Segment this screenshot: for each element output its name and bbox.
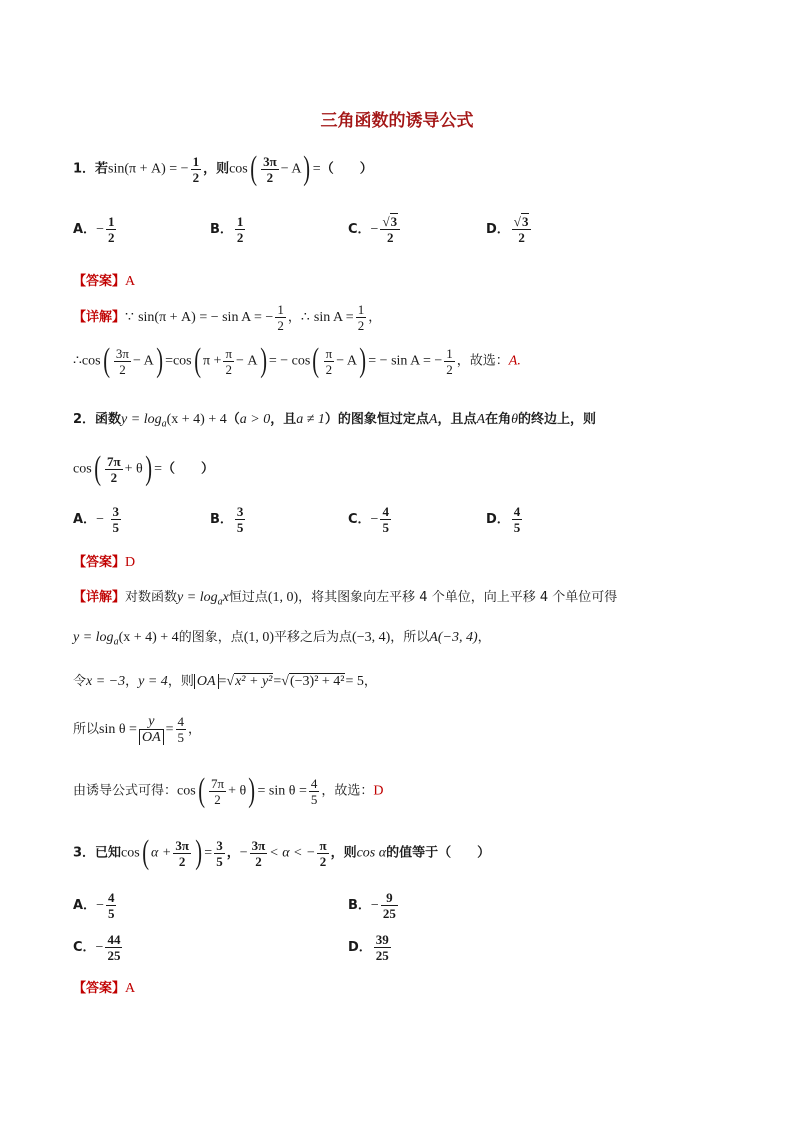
q1-d-comma2: ，	[368, 310, 382, 325]
q2-opt-d-num: 4	[513, 504, 521, 519]
question-3	[73, 836, 490, 870]
q2-opt-c-frac	[380, 504, 391, 535]
q3-option-d[interactable]	[348, 932, 393, 963]
q1-d-frac2	[356, 302, 367, 333]
q2-paren-open: （	[226, 412, 240, 427]
q2-opt-c-label: C．	[348, 512, 371, 527]
q1-opt-c-neg: −	[370, 222, 379, 237]
q1-d2-f4-num: 1	[446, 345, 453, 361]
q2-d2d: ，	[477, 630, 491, 645]
q2-d3-eq1: =	[218, 674, 227, 689]
q3-f3	[250, 838, 268, 869]
q2-detail-line1	[73, 586, 617, 608]
q3-opt-a-neg: −	[96, 898, 104, 913]
q2-opt-d-den: 5	[513, 520, 521, 535]
q3-f4	[317, 838, 328, 869]
q1-d2-f2	[223, 346, 234, 377]
q3-opt-d-frac	[374, 932, 391, 963]
q2-d5-f1-num: 7π	[211, 775, 225, 791]
q3-opt-d-num: 39	[375, 932, 389, 947]
q1-opt-b-num: 1	[236, 214, 244, 229]
q1-d2-lp1: (	[102, 342, 110, 379]
q1-d2-rp1: )	[156, 342, 163, 379]
q1-d2-mA3: − A	[336, 353, 357, 369]
q1-3pi: 3π	[263, 153, 277, 169]
q2-d3-sqrt2: (−3)² + 4²	[289, 674, 345, 689]
q2-point-a2: A	[476, 412, 486, 427]
q1-d-sin: sin(π + A) = − sin A = −	[138, 310, 274, 325]
q1-opt-a-label: A．	[73, 222, 97, 237]
q2-d2-pt10: (1, 0)	[243, 630, 275, 645]
q1-d2-piplus: π +	[202, 353, 222, 369]
q1-half-den: 2	[192, 169, 200, 185]
q3-end: 的值等于（ ）	[386, 845, 491, 861]
q1-detail-line1	[73, 302, 381, 333]
q1-detail-tag: 【详解】	[73, 310, 126, 325]
q2-ylog: y = log	[121, 412, 162, 427]
q3-opt-c-den: 25	[107, 948, 121, 963]
q3-rp: )	[195, 834, 203, 871]
q2-d5-f2-den: 5	[310, 791, 318, 807]
q3-f2	[214, 838, 225, 869]
q3-answer-tag: 【答案】	[73, 981, 126, 996]
q1-opt-d-sqrt: 3	[521, 214, 529, 229]
q3-option-c[interactable]	[73, 932, 124, 963]
q2-d5-cos: cos	[177, 783, 196, 799]
q1-d2-eq1: =	[165, 353, 173, 369]
q3-f3-den: 2	[255, 853, 262, 869]
q2-d1-sub: a	[217, 596, 223, 608]
q2-d4a: 所以	[73, 722, 100, 737]
q1-d2-cos1: cos	[81, 353, 101, 369]
q1-opt-c-label: C．	[348, 222, 371, 237]
q2-opt-a-frac	[111, 504, 122, 535]
q2-d5a: 由诱导公式可得：	[73, 783, 178, 799]
q3-opt-c-label: C．	[73, 940, 96, 955]
q2-d4-f2-den: 5	[177, 730, 185, 745]
q2-d4-f1-num: y	[139, 714, 164, 730]
q3-opt-b-frac	[381, 890, 398, 921]
q3-mid: ，	[226, 845, 240, 861]
question-1	[73, 152, 373, 186]
q1-d-sinA: sin A =	[313, 310, 354, 325]
q3-f1	[173, 838, 191, 869]
q1-eq: =	[312, 161, 321, 177]
q3-option-a[interactable]	[73, 890, 118, 921]
q1-d2-rp2: )	[259, 342, 267, 379]
q3-alpha-plus: α +	[151, 845, 172, 861]
q2-opt-c-den: 5	[382, 520, 389, 535]
q2-opt-a-num: 3	[112, 504, 119, 519]
q2-opt-d-frac	[512, 504, 523, 535]
q2-mid2: ，且点	[437, 412, 477, 427]
q2-d5-f2-num: 4	[310, 775, 318, 791]
q3-opt-a-num: 4	[107, 890, 115, 905]
q1-d-frac2-den: 2	[357, 318, 365, 333]
q2-option-c[interactable]	[348, 504, 393, 535]
q2-d2-Am34: A(−3, 4)	[429, 630, 478, 645]
q1-option-b[interactable]	[210, 214, 247, 245]
q1-minus-A: − A	[280, 161, 302, 177]
q1-half-num: 1	[192, 153, 200, 169]
q2-d1-pt: (1, 0)	[267, 590, 299, 605]
q2-cond-end: ）的图象恒过定点	[324, 412, 429, 427]
q1-d2-mA2: − A	[236, 353, 258, 369]
q1-opt-d-label: D．	[486, 222, 510, 237]
q2-option-b[interactable]	[210, 504, 247, 535]
q2-rp: )	[145, 450, 152, 487]
q1-d-frac2-num: 1	[357, 302, 365, 317]
q2-d3-sqrt1: x² + y²	[235, 674, 273, 689]
q2-d3-eq2: =	[273, 674, 282, 689]
q1-frac-half	[191, 154, 202, 185]
q3-eq: =	[204, 845, 213, 861]
q2-opt-a-label: A．	[73, 512, 97, 527]
q2-d4-f2	[176, 714, 187, 745]
q2-option-d[interactable]	[486, 504, 524, 535]
q2-plus-theta: + θ	[124, 461, 143, 477]
q1-frac-3pi2	[261, 154, 279, 185]
q1-opt-a-num: 1	[107, 214, 115, 229]
q2-d4-eq: =	[165, 722, 174, 737]
q2-detail-line3	[73, 670, 377, 690]
q2-d5-f2	[309, 776, 320, 807]
q1-d-frac1	[275, 302, 286, 333]
q1-d2-f3-den: 2	[325, 361, 333, 377]
q1-therefore: ∴	[300, 310, 310, 325]
q3-opt-d-den: 25	[375, 948, 389, 963]
q2-d3-y: y = 4	[138, 674, 168, 689]
q1-opt-a-frac	[106, 214, 117, 245]
q1-answer	[73, 270, 135, 290]
q2-d5-lp: (	[197, 772, 205, 809]
q2-opt-b-frac	[235, 504, 246, 535]
q2-d2c: ，所以	[390, 630, 430, 645]
q2-opt-a-den: 5	[112, 520, 119, 535]
q3-f4-num: π	[319, 837, 327, 853]
q1-d2-mA1: − A	[133, 353, 154, 369]
q1-2: 2	[266, 169, 274, 185]
q3-ineq: < α < −	[269, 845, 316, 861]
q2-answer	[73, 551, 135, 571]
page-title: 三角函数的诱导公式	[320, 111, 474, 131]
q2-blank: （ ）	[161, 461, 214, 477]
q3-f4-den: 2	[319, 853, 327, 869]
q1-opt-c-num: √3	[380, 214, 400, 230]
q2-a-ne1: a ≠ 1	[296, 412, 325, 427]
q2-d1-x: x	[222, 590, 229, 605]
question-2	[73, 408, 596, 430]
q2-opt-d-label: D．	[486, 512, 510, 527]
q2-mid4: 的终边上，则	[517, 412, 596, 427]
question-2-line2	[73, 452, 214, 486]
q2-d3c: ，则	[167, 674, 194, 689]
q2-mid3: 在角	[485, 412, 512, 427]
q2-d2b: 平移之后为点	[274, 630, 353, 645]
q2-theta: θ	[511, 412, 518, 427]
q2-d1c: ，将其图象向左平移 4 个单位，向上平移 4 个单位可得	[298, 590, 618, 605]
q1-opt-d-frac	[512, 214, 532, 245]
q2-point-a: A	[428, 412, 438, 427]
q1-mid: ，则	[203, 161, 230, 177]
q1-d2-lp3: (	[312, 342, 320, 379]
q3-neg: −	[239, 845, 248, 861]
q2-a-gt0: a > 0	[239, 412, 271, 427]
q3-opt-a-den: 5	[107, 906, 115, 921]
q3-opt-b-num: 9	[381, 890, 398, 906]
q3-answer-value: A	[125, 981, 136, 996]
q1-d2-f4-den: 2	[446, 361, 453, 377]
q2-d4-sin: sin θ =	[99, 722, 137, 737]
q3-opt-c-neg: −	[95, 940, 104, 955]
q1-rparen: )	[303, 150, 311, 187]
q1-d2-ans: A.	[508, 353, 521, 369]
q2-d2-xplus4: (x + 4) + 4	[118, 630, 179, 645]
q1-because: ∵	[125, 310, 134, 325]
q1-option-c[interactable]	[348, 214, 402, 245]
q1-d2-negsin: = − sin A = −	[368, 353, 443, 369]
q2-d3d: ，	[363, 674, 377, 689]
q1-d2-negcos: = − cos	[268, 353, 311, 369]
q3-cos-alpha: cos α	[356, 845, 387, 861]
q2-d2-ptm34: (−3, 4)	[352, 630, 391, 645]
q1-opt-a-neg: −	[96, 222, 104, 237]
q1-opt-d-den: 2	[518, 230, 525, 245]
q3-f1-den: 2	[178, 853, 186, 869]
q2-cond-mid: ，且	[270, 412, 297, 427]
q1-blank: （ ）	[320, 161, 373, 177]
q1-answer-tag: 【答案】	[73, 274, 126, 289]
q2-d3-sqrt1-sign: √	[226, 674, 235, 689]
q2-d2a: 的图象，点	[178, 630, 244, 645]
q2-d1b: 恒过点	[228, 590, 268, 605]
q3-opt-a-label: A．	[73, 898, 97, 913]
q2-d5-eq: = sin θ =	[257, 783, 307, 799]
q2-answer-tag: 【答案】	[73, 555, 126, 570]
q2-d5-ans: D	[373, 783, 384, 799]
q1-d2-f1-den: 2	[119, 361, 126, 377]
q2-detail-line4	[73, 714, 201, 745]
q2-d5-f1	[209, 776, 226, 807]
q2-d3-OA: OA	[194, 674, 219, 689]
q2-d5-plus: + θ	[228, 783, 247, 799]
q1-opt-b-den: 2	[236, 230, 244, 245]
q1-answer-value: A	[125, 274, 136, 289]
q2-opt-c-neg: −	[370, 512, 379, 527]
q3-opt-b-label: B．	[348, 898, 371, 913]
q2-opt-a-neg: −	[96, 512, 104, 527]
q1-lparen: (	[250, 150, 257, 187]
q3-opt-a-frac	[106, 890, 117, 921]
q1-cos: cos	[229, 161, 248, 177]
q1-opt-c-frac	[380, 214, 400, 245]
q1-opt-b-label: B．	[210, 222, 233, 237]
q3-opt-d-label: D．	[348, 940, 372, 955]
q1-opt-c-sqrt: 3	[390, 214, 398, 229]
q2-2: 2	[110, 469, 118, 485]
q2-d3-x: x = −3	[86, 674, 126, 689]
q3-opt-b-den: 25	[382, 906, 396, 921]
q3-f3-num: 3π	[251, 837, 266, 853]
q3-opt-c-frac	[105, 932, 122, 963]
q1-option-a[interactable]	[73, 214, 118, 245]
q2-opt-b-num: 3	[236, 504, 244, 519]
q3-f2-num: 3	[216, 837, 223, 853]
q3-f1-num: 3π	[175, 837, 189, 853]
q2-answer-value: D	[125, 555, 136, 570]
q2-detail-line2	[73, 626, 491, 648]
q1-d-frac1-den: 2	[277, 318, 284, 333]
q2-option-a[interactable]	[73, 504, 123, 535]
q2-d2-ylog: y = log	[73, 630, 114, 645]
q3-f2-den: 5	[216, 853, 223, 869]
q1-d2-f3-num: π	[325, 345, 333, 361]
q1-d2-rp3: )	[359, 342, 367, 379]
q3-opt-c-num: 44	[107, 932, 121, 947]
q2-7pi: 7π	[107, 453, 121, 469]
q1-number: 1．若	[73, 161, 109, 177]
q2-d3a: 令	[73, 674, 87, 689]
q1-d2-f2-num: π	[225, 345, 233, 361]
q3-opt-b-neg: −	[370, 898, 379, 913]
q1-sin-expr: sin(π + A) = −	[108, 161, 189, 177]
q2-d2-sub: a	[113, 636, 119, 648]
q2-d3b: ，	[125, 674, 139, 689]
q2-d3-sqrt2-sign: √	[281, 674, 289, 689]
q2-d4-f2-num: 4	[177, 714, 185, 729]
q2-detail-line5	[73, 774, 384, 808]
q1-detail-line2	[73, 344, 521, 378]
q1-d2-cos2: cos	[172, 353, 192, 369]
q3-number: 3．已知	[73, 845, 122, 861]
q2-d5b: ，故选：	[321, 783, 374, 799]
q1-d2-f1-num: 3π	[115, 345, 129, 361]
q2-opt-b-label: B．	[210, 512, 233, 527]
q1-opt-c-den: 2	[387, 230, 394, 245]
q3-option-b[interactable]	[348, 890, 400, 921]
q2-lp: (	[93, 450, 101, 487]
q2-d1-ylog: y = log	[177, 590, 218, 605]
q2-d1a: 对数函数	[125, 590, 178, 605]
q2-d5-f1-den: 2	[214, 791, 221, 807]
q2-d4-f1	[139, 714, 164, 745]
q2-xplus4: (x + 4) + 4	[166, 412, 227, 427]
q1-d-frac1-num: 1	[277, 302, 284, 317]
q3-lp: (	[141, 834, 149, 871]
q1-opt-a-den: 2	[107, 230, 115, 245]
q1-opt-d-num: √3	[512, 214, 532, 230]
q2-opt-b-den: 5	[236, 520, 244, 535]
q1-d2-f4	[444, 346, 455, 377]
q1-d2-f2-den: 2	[225, 361, 232, 377]
q1-d2-choose: ，故选：	[456, 353, 509, 369]
q2-eq: =	[154, 461, 162, 477]
q3-answer	[73, 977, 135, 997]
q1-d-comma1: ，	[287, 310, 301, 325]
q1-d2-f1	[114, 346, 131, 377]
q1-opt-b-frac	[235, 214, 246, 245]
q2-cos: cos	[73, 461, 92, 477]
q2-d5-rp: )	[248, 772, 256, 809]
q2-opt-c-num: 4	[382, 504, 389, 519]
q1-d2-lp2: (	[193, 342, 201, 379]
q3-mid2: ，则	[330, 845, 357, 861]
q1-option-d[interactable]	[486, 214, 533, 245]
q2-detail-tag: 【详解】	[73, 590, 126, 605]
q2-d4-f1-den: OA	[139, 730, 164, 745]
q2-d3-eq5: = 5	[345, 674, 364, 689]
q1-d2-therefore: ∴	[73, 353, 82, 369]
q2-f7pi2	[105, 454, 123, 485]
q2-number: 2．函数	[73, 412, 122, 427]
q2-sub-a: a	[161, 418, 167, 430]
q1-d2-f3	[324, 346, 335, 377]
q2-d4b: ，	[188, 722, 202, 737]
q3-cos: cos	[121, 845, 140, 861]
